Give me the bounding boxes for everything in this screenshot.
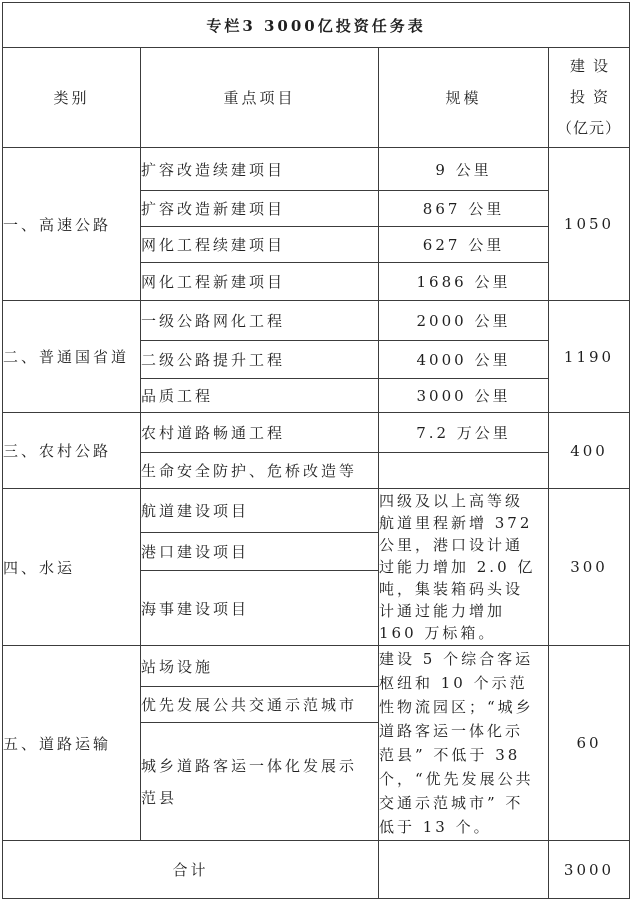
total-row bbox=[3, 841, 630, 899]
scale-paragraph bbox=[379, 489, 549, 646]
project-cell: 扩容改造新建项目 bbox=[141, 191, 379, 227]
scale-line: 公里，港口设计通 bbox=[379, 536, 524, 554]
scale-cell: 627 公里 bbox=[379, 227, 549, 263]
category-rural-road: 三、农村公路 bbox=[3, 413, 141, 489]
table-row bbox=[3, 413, 630, 453]
scale-line: 性物流园区；“城乡 bbox=[379, 698, 534, 716]
scale-cell: 2000 公里 bbox=[379, 301, 549, 341]
category-waterway: 四、水运 bbox=[3, 489, 141, 646]
table-row bbox=[3, 489, 630, 533]
investment-cell: 1050 bbox=[549, 148, 630, 301]
header-investment-line: 投资 bbox=[570, 88, 617, 106]
total-scale-cell bbox=[379, 841, 549, 899]
project-cell: 优先发展公共交通示范城市 bbox=[141, 687, 379, 723]
scale-line: 低于 13 个。 bbox=[379, 818, 492, 836]
project-cell: 生命安全防护、危桥改造等 bbox=[141, 453, 379, 489]
scale-cell: 4000 公里 bbox=[379, 341, 549, 379]
project-cell: 航道建设项目 bbox=[141, 489, 379, 533]
investment-cell: 1190 bbox=[549, 301, 630, 413]
header-investment-line: 建设 bbox=[570, 57, 617, 75]
project-cell: 品质工程 bbox=[141, 379, 379, 413]
investment-task-table bbox=[2, 2, 630, 899]
scale-line: 计通过能力增加 bbox=[379, 602, 506, 620]
header-scale: 规模 bbox=[379, 48, 549, 148]
scale-cell: 3000 公里 bbox=[379, 379, 549, 413]
header-investment-line: （亿元） bbox=[557, 119, 622, 137]
total-label: 合计 bbox=[3, 841, 379, 899]
project-cell: 一级公路网化工程 bbox=[141, 301, 379, 341]
project-cell: 农村道路畅通工程 bbox=[141, 413, 379, 453]
scale-line: 交通示范城市” 不 bbox=[379, 794, 524, 812]
scale-line: 四级及以上高等级 bbox=[379, 492, 524, 510]
scale-line: 枢纽和 10 个示范 bbox=[379, 674, 528, 692]
project-cell bbox=[141, 723, 379, 841]
header-investment bbox=[549, 48, 630, 148]
investment-cell: 300 bbox=[549, 489, 630, 646]
scale-cell: 7.2 万公里 bbox=[379, 413, 549, 453]
scale-line: 道路客运一体化示 bbox=[379, 722, 524, 740]
scale-cell: 9 公里 bbox=[379, 148, 549, 191]
category-highway: 一、高速公路 bbox=[3, 148, 141, 301]
total-investment: 3000 bbox=[549, 841, 630, 899]
scale-cell: 867 公里 bbox=[379, 191, 549, 227]
scale-paragraph bbox=[379, 646, 549, 841]
table-title: 专栏3 3000亿投资任务表 bbox=[3, 3, 630, 48]
scale-line: 建设 5 个综合客运 bbox=[379, 650, 534, 668]
scale-line: 吨，集装箱码头设 bbox=[379, 580, 524, 598]
project-cell-text: 城乡道路客运一体化发展示范县 bbox=[141, 756, 358, 807]
title-row bbox=[3, 3, 630, 48]
investment-cell: 400 bbox=[549, 413, 630, 489]
scale-line: 航道里程新增 372 bbox=[379, 514, 533, 532]
table-row bbox=[3, 646, 630, 687]
project-cell: 站场设施 bbox=[141, 646, 379, 687]
project-cell: 港口建设项目 bbox=[141, 533, 379, 571]
header-project: 重点项目 bbox=[141, 48, 379, 148]
scale-line: 范县” 不低于 38 bbox=[379, 746, 521, 764]
header-row bbox=[3, 48, 630, 148]
project-cell: 扩容改造续建项目 bbox=[141, 148, 379, 191]
category-national-provincial-road: 二、普通国省道 bbox=[3, 301, 141, 413]
scale-cell-empty bbox=[379, 453, 549, 489]
table-row bbox=[3, 148, 630, 191]
investment-cell: 60 bbox=[549, 646, 630, 841]
table-row bbox=[3, 301, 630, 341]
scale-cell: 1686 公里 bbox=[379, 263, 549, 301]
scale-line: 160 万标箱。 bbox=[379, 624, 497, 642]
category-road-transport: 五、道路运输 bbox=[3, 646, 141, 841]
project-cell: 二级公路提升工程 bbox=[141, 341, 379, 379]
scale-line: 个，“优先发展公共 bbox=[379, 770, 534, 788]
project-cell: 海事建设项目 bbox=[141, 571, 379, 646]
header-category: 类别 bbox=[3, 48, 141, 148]
project-cell: 网化工程续建项目 bbox=[141, 227, 379, 263]
scale-line: 过能力增加 2.0 亿 bbox=[379, 558, 536, 576]
project-cell: 网化工程新建项目 bbox=[141, 263, 379, 301]
